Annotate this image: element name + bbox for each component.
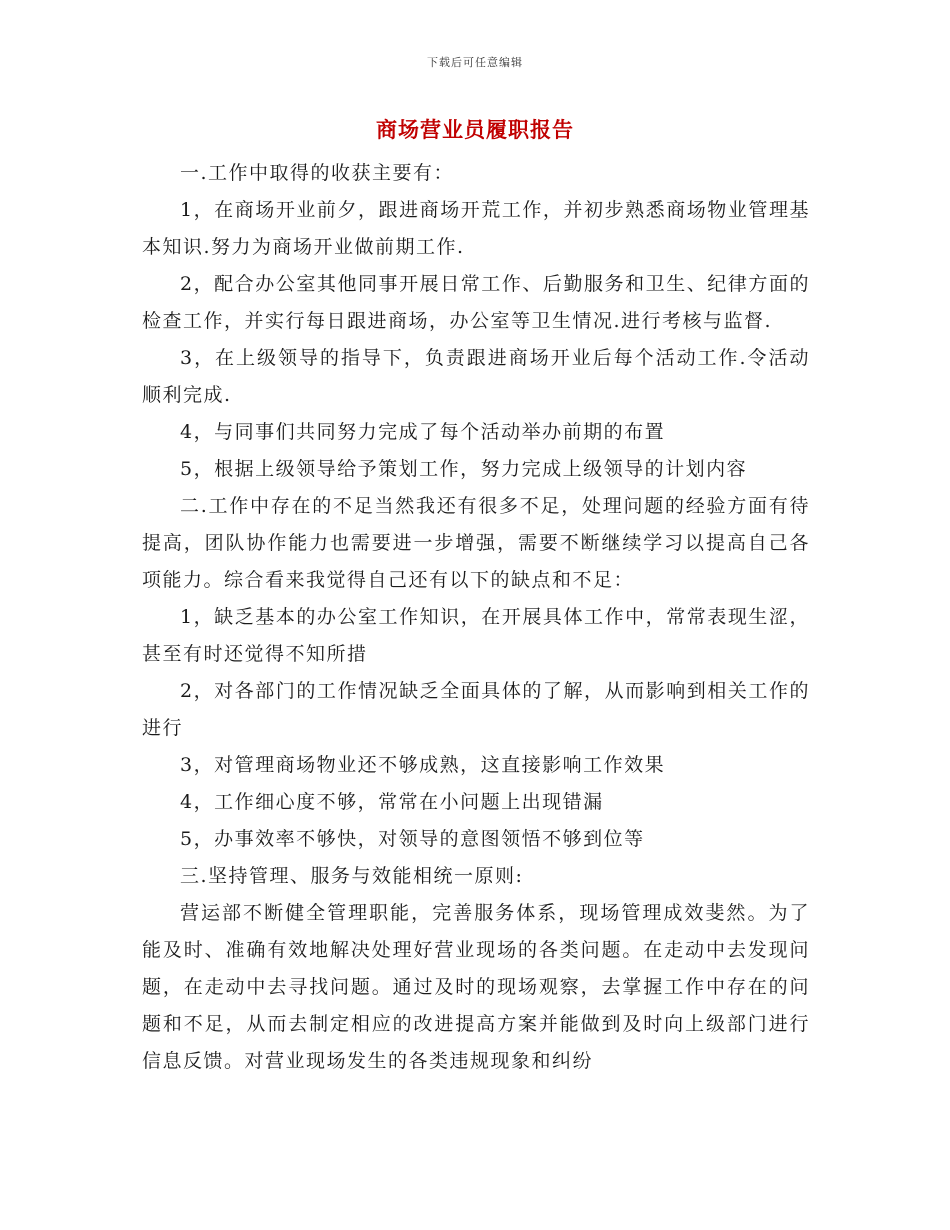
paragraph: 1，缺乏基本的办公室工作知识，在开展具体工作中，常常表现生涩，甚至有时还觉得不知所措 [142, 606, 810, 665]
paragraph: 1，在商场开业前夕，跟进商场开荒工作，并初步熟悉商场物业管理基本知识.努力为商场开业做前期工作. [142, 199, 810, 258]
document-title: 商场营业员履职报告 [376, 117, 574, 142]
section-heading-principles: 三.坚持管理、服务与效能相统一原则: [180, 865, 524, 887]
header-note: 下载后可任意编辑 [427, 56, 523, 69]
paragraph: 3，在上级领导的指导下，负责跟进商场开业后每个活动工作.令活动顺利完成. [142, 347, 810, 406]
document-body [142, 155, 810, 1080]
paragraph: 4，工作细心度不够，常常在小问题上出现错漏 [180, 791, 604, 813]
section-heading-shortcomings: 二.工作中存在的不足当然我还有很多不足，处理问题的经验方面有待提高，团队协作能力也需要进一步增强，需要不断继续学习以提高自己各项能力。综合看来我觉得自己还有以下的缺点和不足： [142, 495, 810, 591]
section-heading-gains: 一.工作中取得的收获主要有： [180, 162, 455, 184]
paragraph: 营运部不断健全管理职能，完善服务体系，现场管理成效斐然。为了能及时、准确有效地解决处理好营业现场的各类问题。在走动中去发现问题，在走动中去寻找问题。通过及时的现场观察，去掌握工作中存在的问题和不足，从而去制定相应的改进提高方案并能做到及时向上级部门进行信息反馈。对营业现场发生的各类违规现象和纠纷 [142, 902, 810, 1072]
paragraph: 2，对各部门的工作情况缺乏全面具体的了解，从而影响到相关工作的进行 [142, 680, 810, 739]
paragraph: 4，与同事们共同努力完成了每个活动举办前期的布置 [180, 421, 666, 443]
paragraph: 5，办事效率不够快，对领导的意图领悟不够到位等 [180, 828, 645, 850]
paragraph: 5，根据上级领导给予策划工作，努力完成上级领导的计划内容 [180, 458, 748, 480]
paragraph: 2，配合办公室其他同事开展日常工作、后勤服务和卫生、纪律方面的检查工作，并实行每日跟进商场，办公室等卫生情况.进行考核与监督. [142, 273, 810, 332]
paragraph: 3，对管理商场物业还不够成熟，这直接影响工作效果 [180, 754, 666, 776]
